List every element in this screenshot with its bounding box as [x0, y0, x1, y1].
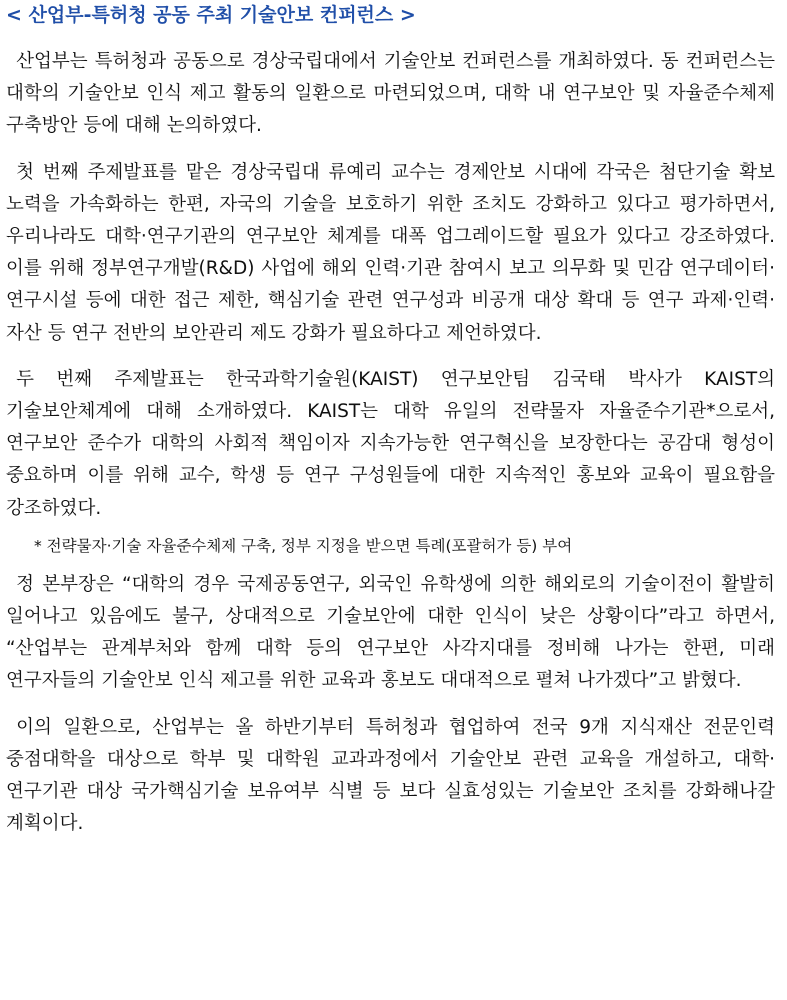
paragraph-second-presentation: 두 번째 주제발표는 한국과학기술원(KAIST) 연구보안팀 김국태 박사가 KAIST의 기술보안체계에 대해 소개하였다. KAIST는 대학 유일의 전략물자 자율준수기관*으로서, 연구보안 준수가 대학의 사회적 책임이자 지속가능한 연구혁신을 보장한다는 공감대 형성이 중요하며 이를 위해 교수, 학생 등 연구 구성원들에 대한 지속적인 홍보와 교육이 필요함을 강조하였다. [6, 368, 775, 519]
section-title: < 산업부-특허청 공동 주최 기술안보 컨퍼런스 > [6, 4, 416, 26]
paragraph-future-plan: 이의 일환으로, 산업부는 올 하반기부터 특허청과 협업하여 전국 9개 지식재산 전문인력 중점대학을 대상으로 학부 및 대학원 교과과정에서 기술안보 관련 교육을 개설하고, 대학·연구기관 대상 국가핵심기술 보유여부 식별 등 보다 실효성있는 기술보안 조치를 강화해나갈 계획이다. [6, 716, 775, 835]
paragraph-director-remarks: 정 본부장은 “대학의 경우 국제공동연구, 외국인 유학생에 의한 해외로의 기술이전이 활발히 일어나고 있음에도 불구, 상대적으로 기술보안에 대한 인식이 낮은 상황이다”라고 하면서, “산업부는 관계부처와 함께 대학 등의 연구보안 사각지대를 정비해 나가는 한편, 미래 연구자들의 기술안보 인식 제고를 위한 교육과 홍보도 대대적으로 펼쳐 나가겠다”고 밝혔다. [6, 573, 775, 692]
paragraph-conference-overview: 산업부는 특허청과 공동으로 경상국립대에서 기술안보 컨퍼런스를 개최하였다. 동 컨퍼런스는 대학의 기술안보 인식 제고 활동의 일환으로 마련되었으며, 대학 내 연구보안 및 자율준수체제 구축방안 등에 대해 논의하였다. [6, 51, 775, 137]
footnote-strategic-goods: * 전략물자·기술 자율준수체제 구축, 정부 지정을 받으면 특례(포괄허가 등) 부여 [34, 536, 573, 555]
paragraph-first-presentation: 첫 번째 주제발표를 맡은 경상국립대 류예리 교수는 경제안보 시대에 각국은 첨단기술 확보 노력을 가속화하는 한편, 자국의 기술을 보호하기 위한 조치도 강화하고 있다고 평가하면서, 우리나라도 대학·연구기관의 연구보안 체계를 대폭 업그레이드할 필요가 있다고 강조하였다. 이를 위해 정부연구개발(R&D) 사업에 해외 인력·기관 참여시 보고 의무화 및 민감 연구데이터·연구시설 등에 대한 접근 제한, 핵심기술 관련 연구성과 비공개 대상 확대 등 연구 과제·인력·자산 등 연구 전반의 보안관리 제도 강화가 필요하다고 제언하였다. [6, 161, 775, 344]
